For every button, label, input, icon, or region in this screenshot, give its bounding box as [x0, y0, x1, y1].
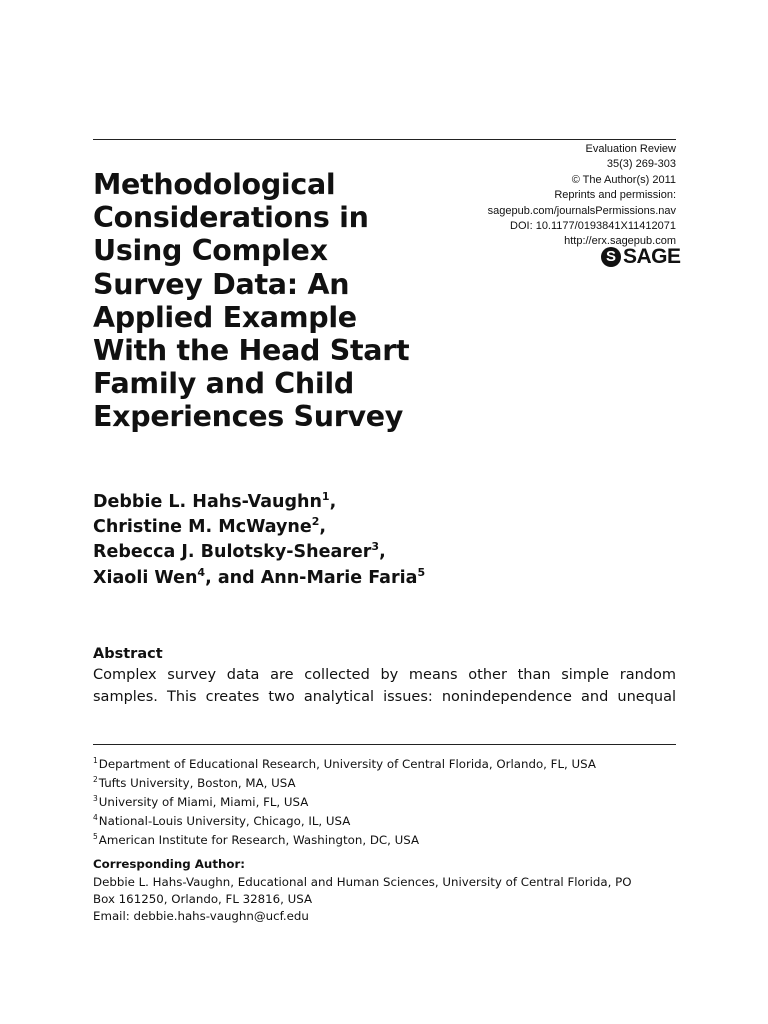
author-name: Debbie L. Hahs-Vaughn	[93, 492, 322, 512]
permissions-link[interactable]: sagepub.com/journalsPermissions.nav	[487, 204, 676, 217]
corresponding-author	[93, 856, 683, 925]
abstract-body	[93, 664, 676, 708]
affiliation-mark: 5	[93, 832, 98, 841]
author-line	[93, 566, 653, 591]
author-affiliation-mark: 5	[417, 565, 426, 579]
copyright-line: © The Author(s) 2011	[571, 173, 676, 186]
author-name: Rebecca J. Bulotsky-Shearer	[93, 542, 372, 563]
title-line: With the Head Start	[93, 334, 410, 368]
affiliation-mark: 3	[93, 794, 98, 803]
author-separator: , and	[205, 567, 261, 588]
affiliation-item	[93, 831, 693, 850]
sage-logo-word: SAGE	[623, 245, 681, 268]
affiliation-item	[93, 812, 693, 831]
affiliation-mark: 4	[93, 813, 98, 822]
affiliation-text: National-Louis University, Chicago, IL, USA	[98, 814, 351, 828]
journal-name: Evaluation Review	[585, 143, 676, 155]
affiliation-mark: 1	[93, 756, 98, 765]
author-affiliation-mark: 2	[311, 515, 320, 529]
author-separator: ,	[329, 492, 337, 512]
author-affiliation-mark: 1	[321, 490, 330, 503]
author-name: Xiaoli Wen	[93, 567, 198, 588]
affiliation-item	[93, 793, 693, 812]
author-name: Christine M. McWayne	[93, 517, 312, 538]
corresponding-author-email[interactable]: Email: debbie.hahs-vaughn@ucf.edu	[93, 909, 309, 923]
corresponding-author-line: Box 161250, Orlando, FL 32816, USA	[93, 892, 313, 906]
author-affiliation-mark: 4	[197, 565, 206, 579]
affiliation-text: American Institute for Research, Washington, DC, USA	[98, 833, 420, 847]
journal-url-link[interactable]: http://erx.sagepub.com	[564, 235, 676, 248]
abstract-line: samples. This creates two analytical issues: nonindependence and unequal	[93, 689, 676, 705]
affiliations	[93, 755, 693, 850]
title-line: Applied Example	[93, 300, 357, 334]
doi-line[interactable]: DOI: 10.1177/0193841X11412071	[510, 220, 676, 233]
affiliation-text: Department of Educational Research, University of Central Florida, Orlando, FL, USA	[98, 757, 596, 771]
footnote-rule	[93, 744, 676, 745]
reprints-line: Reprints and permission:	[554, 189, 676, 202]
journal-metadata	[426, 142, 676, 250]
author-name: Ann-Marie Faria	[260, 567, 418, 588]
volume-issue-pages: 35(3) 269-303	[606, 158, 676, 171]
author-line	[93, 490, 653, 515]
title-line: Using Complex	[93, 234, 328, 268]
author-list	[93, 490, 653, 591]
author-separator: ,	[319, 517, 327, 538]
title-line: Survey Data: An	[93, 267, 350, 301]
title-line: Methodological	[93, 168, 336, 201]
corresponding-author-line: Debbie L. Hahs-Vaughn, Educational and Human Sciences, University of Central Florida, PO	[93, 875, 632, 889]
abstract-heading: Abstract	[93, 646, 163, 662]
title-line: Considerations in	[93, 201, 369, 235]
author-affiliation-mark: 3	[371, 540, 380, 554]
author-separator: ,	[379, 542, 386, 563]
corresponding-author-heading: Corresponding Author:	[93, 857, 246, 871]
sage-logo	[601, 246, 681, 268]
title-line: Family and Child	[93, 367, 354, 401]
author-line	[93, 540, 653, 565]
affiliation-text: Tufts University, Boston, MA, USA	[98, 776, 296, 790]
top-rule	[93, 139, 676, 140]
article-title	[93, 168, 453, 434]
title-line: Experiences Survey	[93, 400, 404, 434]
affiliation-item	[93, 755, 693, 774]
author-line	[93, 515, 653, 540]
affiliation-mark: 2	[93, 775, 98, 784]
sage-logo-mark-icon: S	[601, 247, 621, 267]
affiliation-text: University of Miami, Miami, FL, USA	[98, 795, 309, 809]
affiliation-item	[93, 774, 693, 793]
abstract-line: Complex survey data are collected by means other than simple random	[93, 667, 676, 683]
